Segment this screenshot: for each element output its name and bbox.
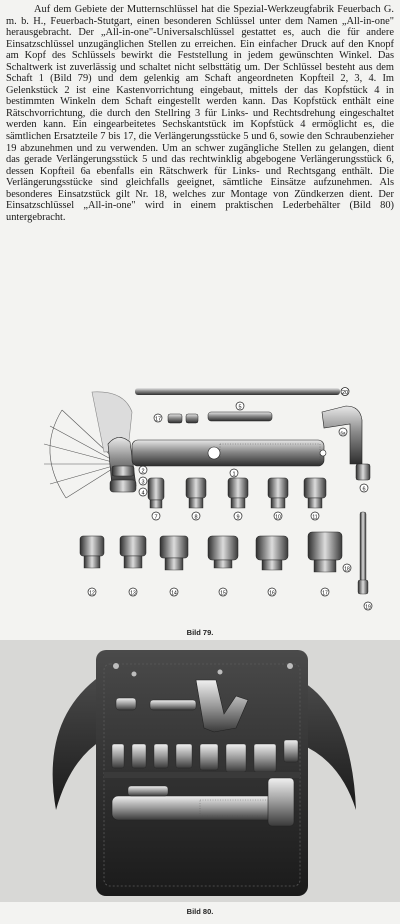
label-6a: 6a [340,430,346,436]
socket-14 [160,536,188,597]
socket-9 [228,478,248,521]
figure-79-svg [0,382,400,622]
figure-79-caption: Bild 79. [186,628,214,637]
svg-text:19: 19 [365,604,371,611]
svg-text:12: 12 [89,590,95,597]
extension-5 [208,412,272,421]
case-socket-row [112,740,298,772]
socket-11 [304,478,326,521]
socket-row-upper [148,478,326,521]
svg-text:11: 11 [312,514,318,521]
figure-80-caption: Bild 80. [186,907,214,916]
head-ring-3 [110,480,136,492]
socket-10 [268,478,288,521]
socket-18 [343,564,351,573]
socket-16 [256,536,288,597]
label-4: 4 [141,490,145,497]
adapter-17 [168,414,182,423]
label-17: 17 [154,416,162,423]
label-20: 20 [341,390,349,396]
svg-text:13: 13 [130,590,136,597]
head-joint-2 [112,466,134,476]
case-ratchet-head [268,778,294,826]
socket-8 [186,478,206,521]
article-paragraph: Auf dem Gebiete der Mutternschlüssel hat die Spezial-Werkzeugfabrik Feuerbach G. m. b. H., Feuerbach-Stutgart, einen besonderen Schlüssel unter dem Namen „All-in-one" herausgebracht. Der „All-in-one"-Universalschlüssel gestattet es, auch die für andere Einsatzschlüssel unzugänglichen Stellen zu erreichen. Ein einfacher Druck auf den Knopf am Kopf des Schlüssels bewirkt die Feststellung in jedem gewünschten Winkel. Das Schaltwerk ist zuverlässig und schaltet nicht selbsttätig um. Der Schlüssel besteht aus dem Schaft 1 (Bild 79) und dem gelenkig am Schaft angeordneten Kopfteil 2, 3, 4. Im Gelenkstück 2 ist eine Kastenvorrichtung eingebaut, mittels der das Kopfstück 4 in bestimmten Winkeln dem Schaft eingestellt werden kann. Das Kopfstück enthält eine Rätschvorrichtung, die durch den Stellring 3 für Links- und Rechtsdrehung eingeschaltet werden kann. Ein eingearbeitetes Sechskantstück im Kopfstück 4 ermöglicht es, die sämtlichen Ersatzteile 7 bis 17, die Verlängerungsstücke 5 und 6, sowie den Schraubenzieher 19 abzunehmen und zu verwenden. Um an schwer zugängliche Stellen zu gelangen, dient das gerade Verlängerungsstück 5 und das rechtwinklig abgebogene Verlängerungsstück 6, dessen Kopfteil 6a ebenfalls ein Rätschwerk für Links- und Rechtsgang enthält. Die Verlängerungsstücke sind gleichfalls geeignet, sämtliche Einsätze aufzunehmen. Als besonderes Einsatzstück gilt Nr. 18, welches zur Montage von Zündkerzen dient. Der Einsatzschlüssel „All-in-one" wird in einem praktischen Lederbehälter (Bild 80) untergebracht. [6,4,394,223]
socket-7 [148,478,164,521]
socket-row-lower [80,512,372,611]
label-6: 6 [362,486,366,493]
socket-17 [308,532,342,597]
figure-80-svg [0,640,400,902]
svg-text:14: 14 [171,590,177,597]
socket-12 [80,536,104,597]
label-5: 5 [238,404,242,411]
svg-text:16: 16 [269,590,275,597]
svg-text:18: 18 [344,566,350,573]
svg-text:7: 7 [154,514,158,521]
label-3: 3 [141,479,145,486]
socket-13 [120,536,146,597]
figure-80-photo [0,640,400,902]
head-part-4 [108,437,136,486]
svg-text:8: 8 [194,514,198,521]
figure-79-illustration [0,382,400,622]
svg-text:17: 17 [322,590,328,597]
extension-bar-20 [135,388,340,395]
svg-text:10: 10 [275,514,281,521]
svg-text:15: 15 [220,590,226,597]
case-extension [150,700,196,710]
label-1: 1 [232,471,236,478]
label-2: 2 [141,468,145,475]
screwdriver-19 [358,512,372,611]
article-text [6,4,394,223]
svg-text:9: 9 [236,514,240,521]
socket-15 [208,536,238,597]
